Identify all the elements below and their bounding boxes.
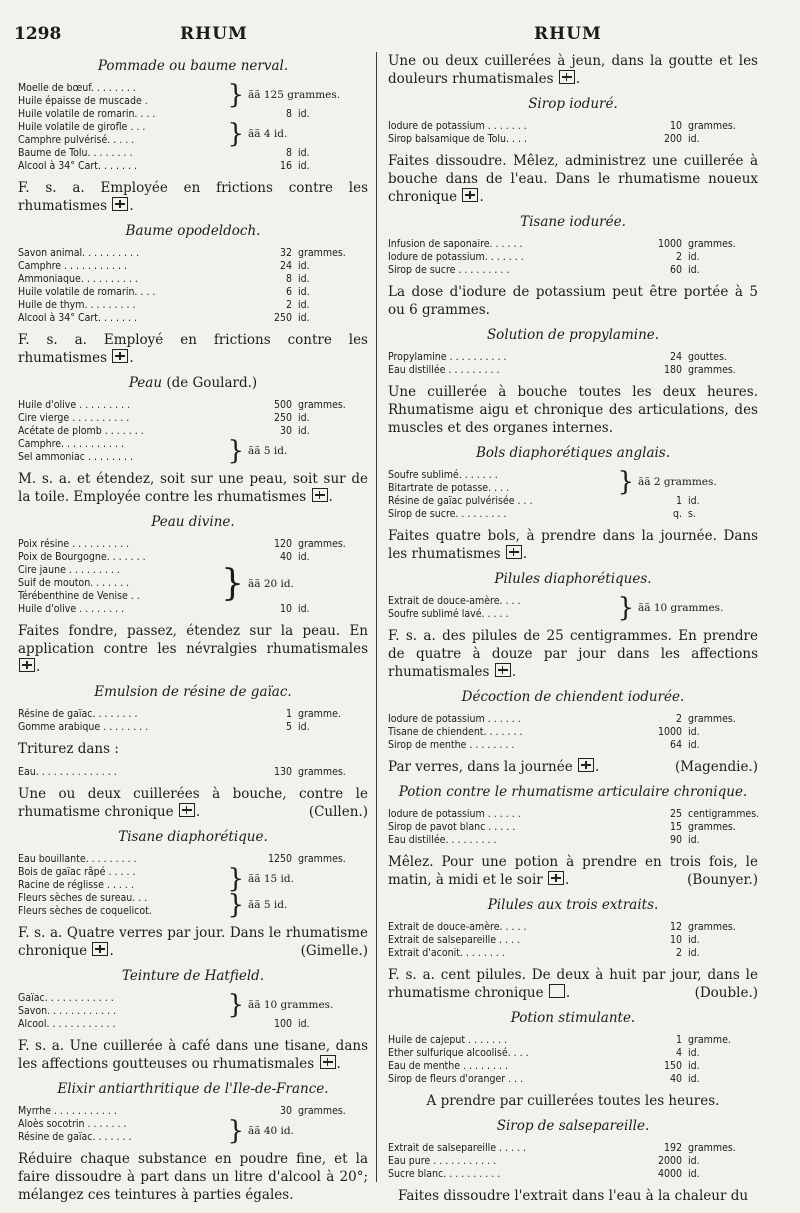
group-quantity: ãã 5 id. bbox=[248, 445, 288, 457]
plus-box-icon bbox=[112, 349, 128, 363]
recipe-peau-goulard bbox=[18, 375, 368, 506]
recipe-instructions: Réduire chaque substance en poudre fine, et la faire dissoudre à part dans un litre d'alcool à 20°; mélangez ces teintures à parties égales. bbox=[18, 1151, 368, 1203]
group-quantity: ãã 40 id. bbox=[248, 1125, 294, 1137]
ingredient-row: Baume de Tolu. . . . . . . . 8 id. bbox=[18, 147, 310, 159]
group-quantity: ãã 20 id. bbox=[248, 577, 294, 590]
ingredient-row: Ether sulfurique alcoolisé. . . . 4 id. bbox=[388, 1047, 700, 1059]
ingredient-row: Cire vierge . . . . . . . . . . 250 id. bbox=[18, 412, 310, 424]
plus-box-icon bbox=[559, 70, 575, 84]
ingredient-row: Sucre blanc. . . . . . . . . . 4000 id. bbox=[388, 1168, 700, 1180]
plus-box-icon bbox=[495, 663, 511, 677]
ingredient-row: Eau distillée . . . . . . . . . 180 grammes. bbox=[388, 364, 736, 376]
author-reference: (Bounyer.) bbox=[687, 872, 758, 888]
recipe-title: Baume opodeldoch. bbox=[125, 223, 261, 239]
ingredient-row: Huile de thym. . . . . . . . . 2 id. bbox=[18, 299, 310, 311]
recipe-tisane-iodee bbox=[388, 214, 758, 319]
ingredient-row: Infusion de saponaire. . . . . . 1000 grammes. bbox=[388, 238, 736, 250]
ingredient-row: Sirop de sucre . . . . . . . . . 60 id. bbox=[388, 264, 700, 276]
plus-box-icon bbox=[179, 803, 195, 817]
plus-box-icon bbox=[92, 942, 108, 956]
ingredient-row: Poix résine . . . . . . . . . . 120 grammes. bbox=[18, 538, 346, 550]
brace: } bbox=[227, 890, 244, 920]
recipe-instructions: Faites dissoudre l'extrait dans l'eau à la chaleur du bbox=[397, 1188, 749, 1204]
recipe-instructions: Faites quatre bols, à prendre dans la journée. Dans les rhumatismes . bbox=[388, 528, 758, 562]
ingredient-row: Huile volatile de romarin. . . . 6 id. bbox=[18, 286, 310, 298]
ingredient-row: Sirop de menthe . . . . . . . . 64 id. bbox=[388, 739, 700, 751]
recipe-title: Peau (de Goulard.) bbox=[128, 375, 258, 391]
empty-box-icon bbox=[549, 984, 565, 998]
ingredient-row: Alcool. . . . . . . . . . . . 100 id. bbox=[18, 1018, 310, 1030]
ingredient-group: Camphre. . . . . . . . . . . Sel ammoniac . . . . . . . . } ãã 5 id. bbox=[18, 438, 368, 464]
ingredient-row: Sirop de sucre. . . . . . . . . q. s. bbox=[388, 508, 696, 520]
recipe-sirop-iodure bbox=[388, 96, 758, 206]
page-header bbox=[0, 24, 800, 54]
recipe-instructions: Mêlez. Pour une potion à prendre en trois fois, le matin, à midi et le soir . (Bounyer.) bbox=[388, 854, 758, 888]
ingredient-row: Eau. . . . . . . . . . . . . . 130 grammes. bbox=[18, 766, 346, 778]
ingredient-row: Alcool à 34° Cart. . . . . . . 250 id. bbox=[18, 312, 310, 324]
brace: } bbox=[227, 119, 244, 149]
ingredient-row: Tisane de chiendent. . . . . . . 1000 id. bbox=[388, 726, 700, 738]
right-column bbox=[388, 52, 758, 1213]
ingredient-row: Huile d'olive . . . . . . . . . 500 grammes. bbox=[18, 399, 346, 411]
recipe-instructions: F. s. a. Quatre verres par jour. Dans le rhumatisme chronique . (Gimelle.) bbox=[18, 925, 368, 959]
brace: } bbox=[221, 562, 244, 604]
ingredient-row: Résine de gaïac. . . . . . . . 1 gramme. bbox=[18, 708, 341, 720]
page-number: 1298 bbox=[14, 24, 62, 44]
recipe-title: Teinture de Hatfield. bbox=[121, 968, 265, 984]
recipe-instructions: A prendre par cuillerées toutes les heures. bbox=[426, 1093, 720, 1109]
recipe-title: Tisane iodurée. bbox=[520, 214, 626, 230]
recipe-instructions: F. s. a. des pilules de 25 centigrammes. En prendre de quatre à douze par jour dans les affections rhumatismales . bbox=[388, 628, 758, 680]
plus-box-icon bbox=[320, 1055, 336, 1069]
ingredient-name: Huile épaisse de muscade . bbox=[18, 95, 148, 107]
brace: } bbox=[617, 467, 634, 497]
ingredient-row: Acétate de plomb . . . . . . . 30 id. bbox=[18, 425, 310, 437]
brace: } bbox=[227, 990, 244, 1020]
ingredient-group: Bois de gaïac râpé . . . . . Racine de réglisse . . . . . } ãã 15 id. bbox=[18, 866, 368, 892]
recipe-title: Potion contre le rhumatisme articulaire chronique. bbox=[398, 784, 748, 800]
ingredient-row: Extrait de salsepareille . . . . 10 id. bbox=[388, 934, 700, 946]
recipe-teinture-hatfield bbox=[18, 968, 368, 1073]
ingredient-row: Extrait d'aconit. . . . . . . . 2 id. bbox=[388, 947, 700, 959]
recipe-potion-rhumatisme bbox=[388, 784, 758, 889]
ingredient-row: Myrrhe . . . . . . . . . . . 30 grammes. bbox=[18, 1105, 346, 1117]
recipe-sirop-salsepareille bbox=[388, 1118, 758, 1205]
ingredient-group: Aloès socotrin . . . . . . . Résine de gaïac. . . . . . . } ãã 40 id. bbox=[18, 1118, 368, 1144]
brace: } bbox=[227, 436, 244, 466]
left-column bbox=[18, 52, 368, 1212]
recipe-potion-stimulante bbox=[388, 1010, 758, 1110]
ingredient-row: Sirop de pavot blanc . . . . . 15 grammes. bbox=[388, 821, 736, 833]
recipe-solution-propylamine bbox=[388, 327, 758, 437]
recipe-decoction-chiendent bbox=[388, 689, 758, 776]
ingredient-row: Huile volatile de romarin. . . . 8 id. bbox=[18, 108, 310, 120]
running-head-left: RHUM bbox=[180, 24, 248, 44]
recipe-instructions: Par verres, dans la journée . (Magendie.) bbox=[388, 759, 758, 775]
recipe-pilules-diaphoretiques bbox=[388, 571, 758, 681]
group-quantity: ãã 2 grammes. bbox=[638, 476, 717, 488]
group-quantity: ãã 10 grammes. bbox=[638, 602, 724, 614]
ingredient-group: Cire jaune . . . . . . . . . Suif de mouton. . . . . . . Térébenthine de Venise . . } ãã 20 id. bbox=[18, 564, 368, 603]
recipe-peau-divine bbox=[18, 514, 368, 676]
plus-box-icon bbox=[462, 188, 478, 202]
recipe-instructions: Faites dissoudre. Mêlez, administrez une cuillerée à bouche dans de l'eau. Dans le rhumatisme noueux chronique . bbox=[388, 153, 758, 205]
recipe-title: Potion stimulante. bbox=[510, 1010, 636, 1026]
brace: } bbox=[617, 593, 634, 623]
ingredient-row: Iodure de potassium . . . . . . . 10 grammes. bbox=[388, 120, 736, 132]
ingredient-row: Eau pure . . . . . . . . . . . 2000 id. bbox=[388, 1155, 700, 1167]
recipe-title: Tisane diaphorétique. bbox=[118, 829, 268, 845]
recipe-emulsion-gaiac bbox=[18, 684, 368, 821]
recipe-instructions: F. s. a. Employé en frictions contre les rhumatismes . bbox=[18, 332, 368, 366]
recipe-instructions: Une cuillerée à bouche toutes les deux heures. Rhumatisme aigu et chronique des articulations, des muscles et des organes internes. bbox=[388, 384, 758, 436]
recipe-instructions: Faites fondre, passez, étendez sur la peau. En application contre les névralgies rhumatismales . bbox=[18, 623, 368, 675]
recipe-instructions: La dose d'iodure de potassium peut être portée à 5 ou 6 grammes. bbox=[388, 284, 758, 318]
recipe-title: Sirop de salsepareille. bbox=[496, 1118, 650, 1134]
ingredient-row: Ammoniaque. . . . . . . . . . 8 id. bbox=[18, 273, 310, 285]
recipe-title: Bols diaphorétiques anglais. bbox=[475, 445, 671, 461]
plus-box-icon bbox=[506, 545, 522, 559]
ingredient-row: Iodure de potassium . . . . . . 25 centigrammes. bbox=[388, 808, 760, 820]
group-quantity: ãã 5 id. bbox=[248, 899, 288, 911]
ingredient-group: Soufre sublimé. . . . . . . Bitartrate de potasse. . . . } ãã 2 grammes. bbox=[388, 469, 758, 495]
recipe-title: Décoction de chiendent iodurée. bbox=[461, 689, 685, 705]
recipe-instructions: Une ou deux cuillerées à bouche, contre le rhumatisme chronique . (Cullen.) bbox=[18, 786, 368, 820]
recipe-instructions: M. s. a. et étendez, soit sur une peau, soit sur de la toile. Employée contre les rhumatismes . bbox=[18, 471, 368, 505]
ingredient-row: Eau distillée. . . . . . . . . 90 id. bbox=[388, 834, 700, 846]
ingredient-row: Extrait de douce-amère. . . . . 12 grammes. bbox=[388, 921, 736, 933]
plus-box-icon bbox=[548, 871, 564, 885]
ingredient-group: Gaïac. . . . . . . . . . . . Savon. . . . . . . . . . . . } ãã 10 grammes. bbox=[18, 992, 368, 1018]
ingredient-row: Extrait de salsepareille . . . . . 192 grammes. bbox=[388, 1142, 736, 1154]
ingredient-row: Iodure de potassium . . . . . . 2 grammes. bbox=[388, 713, 736, 725]
column-divider bbox=[376, 52, 377, 1182]
recipe-step: Triturez dans : bbox=[18, 741, 119, 757]
ingredient-name: Huile volatile de girofle . . . bbox=[18, 121, 146, 133]
recipe-title: Sirop ioduré. bbox=[528, 96, 618, 112]
recipe-title: Emulsion de résine de gaïac. bbox=[94, 684, 292, 700]
ingredient-group: Extrait de douce-amère. . . . Soufre sublimé lavé. . . . . } ãã 10 grammes. bbox=[388, 595, 758, 621]
author-reference: (Gimelle.) bbox=[300, 943, 368, 959]
plus-box-icon bbox=[578, 758, 594, 772]
ingredient-group bbox=[18, 82, 368, 108]
group-quantity: ãã 4 id. bbox=[248, 128, 288, 140]
ingredient-row: Alcool à 34° Cart. . . . . . . 16 id. bbox=[18, 160, 310, 172]
author-reference: (Magendie.) bbox=[675, 759, 758, 775]
author-reference: (Cullen.) bbox=[308, 804, 368, 820]
ingredient-row: Poix de Bourgogne. . . . . . . 40 id. bbox=[18, 551, 310, 563]
brace: } bbox=[227, 80, 244, 110]
ingredient-row: Eau bouillante. . . . . . . . . 1250 grammes. bbox=[18, 853, 346, 865]
recipe-bols-diaphoretiques bbox=[388, 445, 758, 563]
ingredient-row: Eau de menthe . . . . . . . . 150 id. bbox=[388, 1060, 700, 1072]
recipe-pilules-trois-extraits bbox=[388, 897, 758, 1002]
brace: } bbox=[227, 864, 244, 894]
ingredient-group: Fleurs sèches de sureau. . . Fleurs sèches de coquelicot. } ãã 5 id. bbox=[18, 892, 368, 918]
author-reference: (Double.) bbox=[694, 985, 758, 1001]
recipe-title: Pilules diaphorétiques. bbox=[494, 571, 652, 587]
running-head-right: RHUM bbox=[534, 24, 602, 44]
group-quantity: ãã 15 id. bbox=[248, 873, 294, 885]
recipe-title: Solution de propylamine. bbox=[486, 327, 660, 343]
recipe-title: Elixir antiarthritique de l'Ile-de-France. bbox=[57, 1081, 329, 1097]
ingredient-row: Gomme arabique . . . . . . . . 5 id. bbox=[18, 721, 310, 733]
ingredient-row: Sirop de fleurs d'oranger . . . 40 id. bbox=[388, 1073, 700, 1085]
recipe-tisane-diaphoretique bbox=[18, 829, 368, 960]
recipe-title: Peau divine. bbox=[151, 514, 235, 530]
ingredient-group bbox=[18, 121, 368, 147]
ingredient-name: Moelle de bœuf. . . . . . . . bbox=[18, 82, 136, 94]
recipe-pommade-nerval bbox=[18, 58, 368, 215]
group-quantity: ãã 10 grammes. bbox=[248, 999, 334, 1011]
recipe-title: Pommade ou baume nerval. bbox=[97, 58, 289, 74]
ingredient-row: Résine de gaïac pulvérisée . . . 1 id. bbox=[388, 495, 700, 507]
ingredient-row: Sirop balsamique de Tolu. . . . 200 id. bbox=[388, 133, 700, 145]
ingredient-row: Huile de cajeput . . . . . . . 1 gramme. bbox=[388, 1034, 731, 1046]
brace: } bbox=[227, 1116, 244, 1146]
ingredient-row: Propylamine . . . . . . . . . . 24 gouttes. bbox=[388, 351, 727, 363]
plus-box-icon bbox=[312, 488, 328, 502]
ingredient-row: Camphre . . . . . . . . . . . 24 id. bbox=[18, 260, 310, 272]
recipe-instructions: F. s. a. Employée en frictions contre les rhumatismes . bbox=[18, 180, 368, 214]
ingredient-name: Camphre pulvérisé. . . . . bbox=[18, 134, 135, 146]
ingredient-row: Savon animal. . . . . . . . . . 32 grammes. bbox=[18, 247, 346, 259]
ingredient-row: Huile d'olive . . . . . . . . 10 id. bbox=[18, 603, 310, 615]
plus-box-icon bbox=[19, 658, 35, 672]
recipe-instructions: F. s. a. cent pilules. De deux à huit par jour, dans le rhumatisme chronique . (Double.) bbox=[388, 967, 758, 1001]
plus-box-icon bbox=[112, 197, 128, 211]
ingredient-row: Iodure de potassium. . . . . . . 2 id. bbox=[388, 251, 700, 263]
recipe-instructions: F. s. a. Une cuillerée à café dans une tisane, dans les affections goutteuses ou rhumatismales . bbox=[18, 1038, 368, 1072]
recipe-elixir-antiarthritique bbox=[18, 1081, 368, 1204]
recipe-baume-opodeldoch bbox=[18, 223, 368, 367]
recipe-title: Pilules aux trois extraits. bbox=[487, 897, 659, 913]
group-quantity: ãã 125 grammes. bbox=[248, 89, 341, 101]
continued-text: Une ou deux cuillerées à jeun, dans la goutte et les douleurs rhumatismales . bbox=[388, 53, 758, 87]
